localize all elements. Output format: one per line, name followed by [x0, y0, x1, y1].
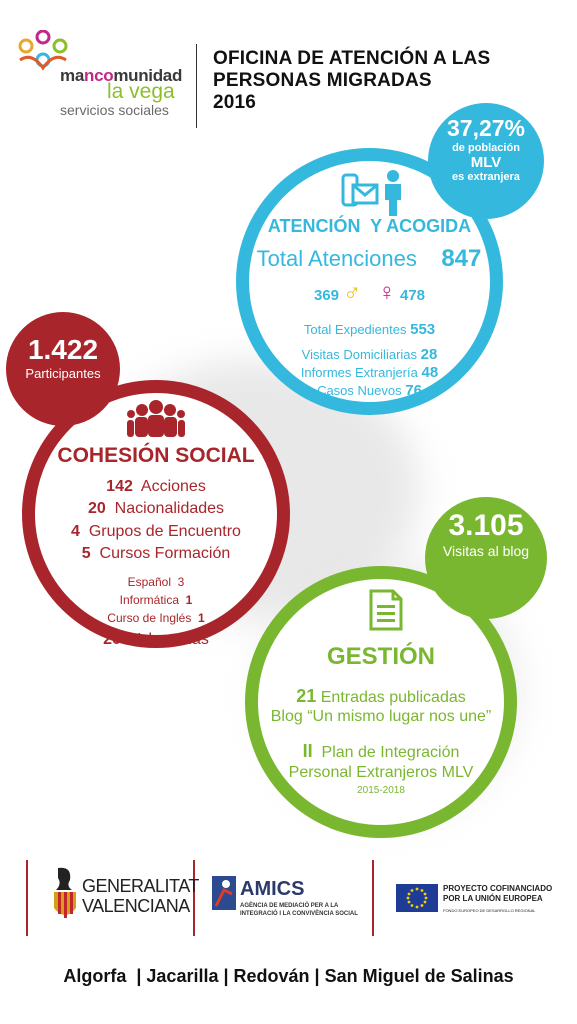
- course-item: Curso de Inglés 1: [107, 611, 205, 625]
- mail-phone-person-icon: [341, 169, 405, 217]
- group-people-icon: [127, 399, 185, 439]
- female-symbol-icon: ♀: [377, 279, 396, 306]
- informes-line: Informes Extranjería 48: [300, 364, 439, 381]
- plan-years: 2015-2018: [357, 785, 405, 796]
- population-label: MLV: [470, 154, 502, 171]
- gestion-heading: GESTIÓN: [326, 643, 435, 670]
- eu-flag-icon: [396, 884, 438, 912]
- participants-label: Participantes: [25, 366, 101, 381]
- visitas-line: Visitas Domiciliarias 28: [301, 346, 438, 363]
- blog-line: Blog “Un mismo lugar nos une”: [270, 708, 492, 725]
- total-atenciones: Total Atenciones 847: [256, 245, 482, 272]
- page-title: OFICINA DE ATENCIÓN A LAS PERSONAS MIGRADAS 2016: [213, 48, 491, 113]
- logo-name: mancomunidad: [60, 66, 183, 85]
- generalitat-name: GENERALITAT VALENCIANA: [82, 876, 199, 916]
- amics-subtitle: AGÈNCIA DE MEDIACIÓ PER A LA INTEGRACIÓ I LA CONVIVÈNCIA SOCIAL: [240, 903, 358, 917]
- population-label: de población: [452, 142, 520, 154]
- amics-name: AMICS: [240, 878, 305, 900]
- blog-visits-badge: [425, 497, 547, 619]
- casos-line: Casos Nuevos 76: [317, 382, 422, 399]
- volunteers-line: 20 Voluntarias: [103, 631, 209, 648]
- cohesion-heading: COHESIÓN SOCIAL: [57, 444, 255, 467]
- amics-logo-icon: [212, 876, 236, 910]
- participants-value: 1.422: [27, 334, 99, 365]
- blog-visits-label: Visitas al blog: [442, 543, 530, 559]
- course-item: Informática 1: [119, 593, 193, 607]
- cohesion-item: 20 Nacionalidades: [87, 500, 225, 517]
- male-symbol-icon: ♂: [343, 279, 362, 306]
- plan-line: II Plan de Integración: [302, 741, 460, 761]
- population-badge: [428, 103, 544, 219]
- cohesion-item: 4 Grupos de Encuentro: [71, 523, 241, 540]
- entradas-line: 21 Entradas publicadas: [296, 686, 466, 706]
- population-value: 37,27%: [446, 115, 525, 141]
- document-icon: [369, 589, 403, 631]
- cohesion-item: 142 Acciones: [106, 478, 206, 495]
- towns-list: Algorfa | Jacarilla | Redován | San Miguel de Salinas: [63, 966, 514, 986]
- course-item: Español 3: [127, 575, 185, 589]
- atencion-heading: ATENCIÓN Y ACOGIDA: [267, 216, 472, 236]
- eu-text: PROYECTO COFINANCIADO POR LA UNIÓN EUROPEA FONDO EUROPEO DE DESARROLLO REGIONAL: [443, 884, 553, 913]
- gender-breakdown: 369 ♂ ♀ 478: [313, 279, 426, 306]
- footer-divider: [372, 860, 374, 936]
- logo-tagline: servicios sociales: [60, 102, 169, 118]
- participants-badge: [6, 312, 120, 426]
- blog-visits-value: 3.105: [448, 509, 524, 542]
- logo-subname: la vega: [107, 80, 175, 103]
- generalitat-crest-icon: [52, 866, 78, 922]
- population-label: es extranjera: [452, 171, 520, 183]
- cohesion-item: 5 Cursos Formación: [81, 545, 231, 562]
- footer-divider: [26, 860, 28, 936]
- header-divider: [196, 44, 197, 128]
- plan-line2: Personal Extranjeros MLV: [288, 764, 474, 781]
- expedientes-line: Total Expedientes 553: [303, 321, 436, 338]
